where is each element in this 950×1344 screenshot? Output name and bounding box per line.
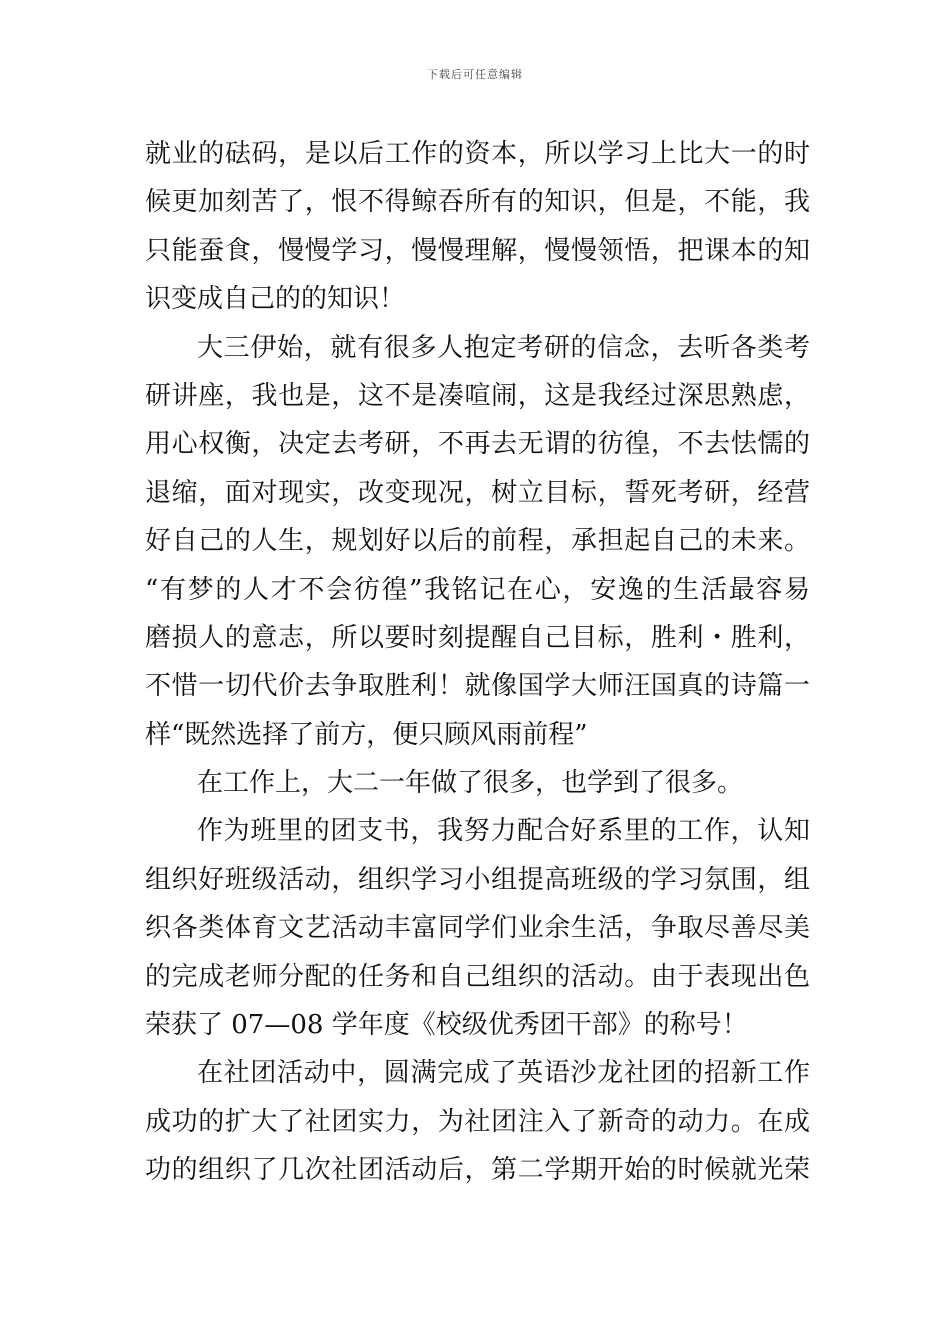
text-line: 样“既然选择了前方，便只顾风雨前程” [145, 719, 588, 750]
text-line: 作为班里的团支书，我努力配合好系里的工作，认知 [197, 816, 810, 847]
text-line: 荣获了 07—08 学年度《校级优秀团干部》的称号！ [145, 1010, 748, 1041]
text-line: 织各类体育文艺活动丰富同学们业余生活，争取尽善尽美 [145, 913, 810, 944]
text-line: 大三伊始，就有很多人抱定考研的信念，去听各类考 [197, 332, 810, 363]
text-line: 磨损人的意志，所以要时刻提醒自己目标，胜利・胜利， [145, 622, 810, 653]
text-line: 退缩，面对现实，改变现况，树立目标，誓死考研，经营 [145, 477, 810, 508]
text-line: “有梦的人才不会彷徨”我铭记在心，安逸的生活最容易 [145, 574, 810, 605]
text-line: 好自己的人生，规划好以后的前程，承担起自己的未来。 [145, 526, 810, 557]
text-line: 候更加刻苦了，恨不得鲸吞所有的知识，但是，不能，我 [145, 187, 810, 218]
text-line: 只能蚕食，慢慢学习，慢慢理解，慢慢领悟，把课本的知 [145, 235, 810, 266]
header-note: 下载后可任意编辑 [427, 68, 523, 81]
text-line: 在社团活动中，圆满完成了英语沙龙社团的招新工作 [197, 1058, 810, 1089]
text-line: 识变成自己的的知识！ [145, 284, 406, 315]
text-line: 功的组织了几次社团活动后，第二学期开始的时候就光荣 [145, 1155, 810, 1186]
text-line: 就业的砝码，是以后工作的资本，所以学习上比大一的时 [145, 139, 810, 169]
text-line: 用心权衡，决定去考研，不再去无谓的彷徨，不去怯懦的 [145, 429, 810, 460]
text-line: 研讲座，我也是，这不是凑喧闹，这是我经过深思熟虑， [145, 380, 810, 411]
text-line: 成功的扩大了社团实力，为社团注入了新奇的动力。在成 [145, 1106, 810, 1137]
text-line: 的完成老师分配的任务和自己组织的活动。由于表现出色 [145, 961, 810, 992]
text-line: 不惜一切代价去争取胜利！就像国学大师汪国真的诗篇一 [145, 671, 810, 702]
body-text [145, 130, 810, 1195]
text-line: 在工作上，大二一年做了很多，也学到了很多。 [197, 768, 744, 799]
text-line: 组织好班级活动，组织学习小组提高班级的学习氛围，组 [145, 864, 810, 895]
